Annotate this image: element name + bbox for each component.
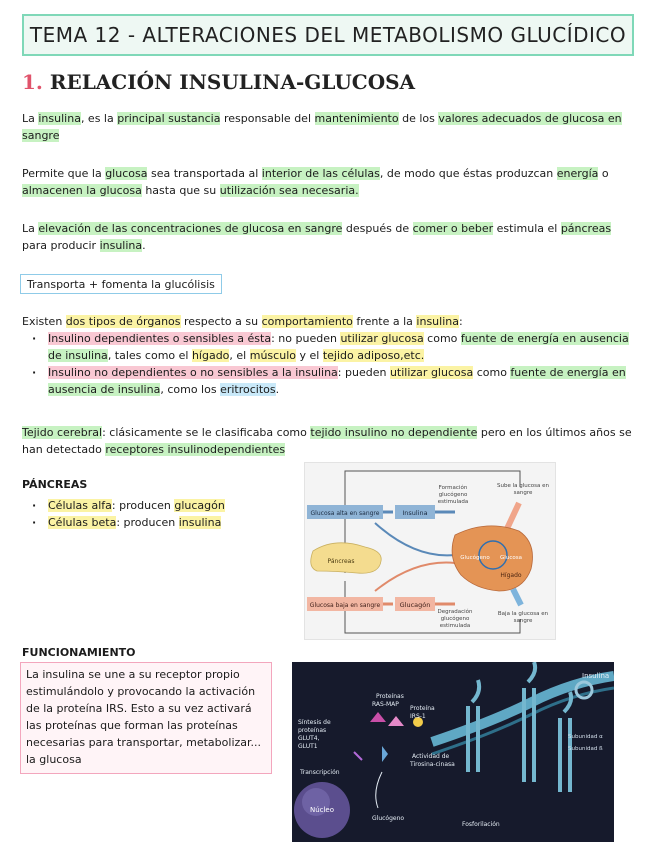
highlight: comer o beber: [412, 222, 494, 235]
highlight: dos tipos de órganos: [65, 315, 181, 328]
label-degradacion-3: estimulada: [439, 623, 471, 629]
paragraph-3: [22, 220, 632, 254]
cross-arrow: [375, 563, 455, 591]
pancreas-list: [22, 497, 292, 531]
text: La: [22, 112, 39, 125]
label-sube-1: Sube la glucosa en: [497, 483, 549, 489]
text: , como los: [160, 383, 221, 396]
highlight: páncreas: [560, 222, 612, 235]
label-proteina-irs-2: IRS-1: [410, 713, 426, 720]
highlight: elevación de las concentraciones de glucosa en sangre: [38, 222, 343, 235]
label-sintesis-4: GLUT1: [298, 743, 318, 750]
highlight: utilizar glucosa: [389, 366, 474, 379]
protein-triangle: [382, 746, 388, 762]
highlight: Insulino dependientes o sensibles a ésta: [48, 332, 272, 345]
label-sintesis-1: Síntesis de: [298, 719, 331, 726]
arrow-down: [513, 589, 521, 605]
highlight: energía: [556, 167, 599, 180]
funcionamiento-heading: FUNCIONAMIENTO: [22, 646, 136, 659]
label-glucogeno: Glucógeno: [372, 815, 405, 822]
label-degradacion-2: glucógeno: [440, 616, 470, 622]
label-formacion-2: glucógeno: [438, 492, 468, 498]
label-sintesis-3: GLUT4,: [298, 735, 320, 742]
protein-triangle: [388, 716, 404, 726]
text: La: [22, 222, 39, 235]
page-title: TEMA 12 - ALTERACIONES DEL METABOLISMO GLUCÍDICO: [29, 23, 627, 47]
text: : clásicamente se le clasificaba como: [102, 426, 311, 439]
list-item: [22, 497, 292, 514]
text-line: la glucosa: [26, 753, 82, 766]
text: para producir: [22, 239, 100, 252]
highlight: eritrocitos: [220, 383, 276, 396]
text: sea transportada al: [147, 167, 262, 180]
text-line: de la proteína IRS. Esto a su vez activará: [26, 702, 252, 715]
highlight: insulina: [178, 516, 222, 529]
label-glucogeno: Glucógeno: [460, 555, 490, 561]
highlight: músculo: [249, 349, 296, 362]
section-number: 1.: [22, 70, 43, 94]
text: como: [423, 332, 461, 345]
label-actividad-2: Tirosina-cinasa: [410, 761, 455, 768]
list-item: [22, 514, 292, 531]
label-baja-1: Baja la glucosa en: [497, 611, 549, 617]
label-formacion-1: Formación: [438, 485, 468, 491]
highlight: insulina: [99, 239, 143, 252]
text: , es la: [80, 112, 118, 125]
highlight: fuente de energía en ausencia de insulina: [48, 332, 629, 362]
arrow: [354, 752, 362, 760]
highlight: receptores insulinodependientes: [105, 443, 286, 456]
highlight: tejido insulino no dependiente: [310, 426, 478, 439]
highlight: mantenimiento: [314, 112, 399, 125]
highlight: tejido adiposo,etc.: [322, 349, 425, 362]
label-sintesis-2: proteínas: [298, 727, 327, 734]
label-proteinas-ras-2: RAS-MAP: [372, 701, 399, 708]
note-text: Transporta + fomenta la glucólisis: [27, 277, 215, 291]
section-heading: [22, 70, 415, 94]
glucose-regulation-diagram: [304, 462, 556, 640]
text: .: [142, 239, 146, 252]
text: después de: [342, 222, 413, 235]
label-subunidad-b: Subunidad ß: [568, 746, 603, 752]
paragraph-1: [22, 110, 632, 144]
highlight: utilización sea necesaria.: [219, 184, 359, 197]
highlight: Células beta: [48, 516, 117, 529]
highlight: Insulino no dependientes o no sensibles a la insulina: [48, 366, 338, 379]
paragraph-2: [22, 165, 632, 199]
label-glucosa-alta: Glucosa alta en sangre: [310, 510, 380, 517]
text: .: [275, 383, 280, 396]
highlight: almacenen la glucosa: [22, 184, 142, 197]
text: Permite que la: [22, 167, 106, 180]
highlight: utilizar glucosa: [340, 332, 424, 345]
text: responsable del: [220, 112, 315, 125]
text-line: necesarias para transportar, metabolizar...: [26, 736, 262, 749]
list-item: [22, 330, 632, 364]
arrow: [376, 772, 382, 808]
highlight: fuente de energía en ausencia de insulina: [48, 366, 626, 396]
text: de los: [398, 112, 439, 125]
text: , tales como el: [107, 349, 192, 362]
label-glucosa-baja: Glucosa baja en sangre: [309, 602, 381, 609]
paragraph-4: [22, 313, 632, 398]
highlight: valores adecuados de glucosa en sangre: [22, 112, 622, 142]
highlight: Tejido cerebral: [22, 426, 103, 439]
label-baja-2: sangre: [513, 618, 533, 624]
text: pero en los últimos años se han detectado: [22, 426, 632, 456]
label-glucosa: Glucosa: [500, 555, 522, 561]
label-insulina: Insulina: [402, 509, 428, 517]
text: frente a la: [352, 315, 417, 328]
highlight: glucagón: [174, 499, 225, 512]
text: : no pueden: [271, 332, 341, 345]
text: , de modo que éstas produzcan: [379, 167, 557, 180]
funcionamiento-box: [20, 662, 272, 774]
label-glucagon: Glucagón: [399, 601, 431, 609]
label-transcripcion: Transcripción: [300, 769, 340, 776]
section-title: RELACIÓN INSULINA-GLUCOSA: [49, 70, 416, 94]
text: hasta que su: [141, 184, 220, 197]
highlight: comportamiento: [261, 315, 353, 328]
highlight: glucosa: [105, 167, 148, 180]
highlight: Células alfa: [48, 499, 112, 512]
label-fosforilacion: Fosforilación: [462, 821, 500, 828]
pancreas-heading: PÁNCREAS: [22, 478, 88, 491]
text-line: La insulina se une a su receptor propio: [26, 668, 240, 681]
text: : producen: [111, 499, 175, 512]
text: como: [473, 366, 511, 379]
organ-list: [22, 330, 632, 398]
insulin-receptor-diagram: [292, 662, 614, 842]
label-proteina-irs-1: Proteína: [410, 705, 435, 712]
note-box: [20, 274, 222, 294]
receptor: [524, 662, 535, 782]
text-line: las proteínas que forman las proteínas: [26, 719, 238, 732]
text: Existen: [22, 315, 66, 328]
label-degradacion-1: Degradación: [437, 609, 473, 615]
text: o: [598, 167, 609, 180]
text: :: [458, 315, 463, 328]
highlight: insulina: [38, 112, 81, 125]
text: y el: [295, 349, 323, 362]
text: , el: [229, 349, 250, 362]
text: respecto a su: [180, 315, 262, 328]
text: : pueden: [337, 366, 390, 379]
label-insulina: Insulina: [582, 672, 610, 680]
protein-triangle: [370, 712, 386, 722]
cross-arrow: [375, 523, 455, 555]
label-subunidad-a: Subunidad α: [568, 734, 603, 740]
highlight: hígado: [191, 349, 230, 362]
label-sube-2: sangre: [513, 490, 533, 496]
list-item: [22, 364, 632, 398]
highlight: principal sustancia: [117, 112, 221, 125]
label-formacion-3: estimulada: [437, 499, 469, 505]
text: : producen: [116, 516, 179, 529]
label-higado: Hígado: [500, 572, 522, 579]
title-box: [22, 14, 634, 56]
highlight: insulina: [416, 315, 459, 328]
label-nucleo: Núcleo: [309, 806, 335, 814]
text-line: estimulándolo y provocando la activación: [26, 685, 256, 698]
label-proteinas-ras-1: Proteínas: [376, 693, 404, 700]
paragraph-5: [22, 424, 632, 458]
receptor: [560, 692, 571, 792]
label-pancreas: Páncreas: [327, 558, 355, 565]
label-actividad-1: Actividad de: [412, 753, 450, 760]
text: estimula el: [493, 222, 561, 235]
highlight: interior de las células: [261, 167, 380, 180]
